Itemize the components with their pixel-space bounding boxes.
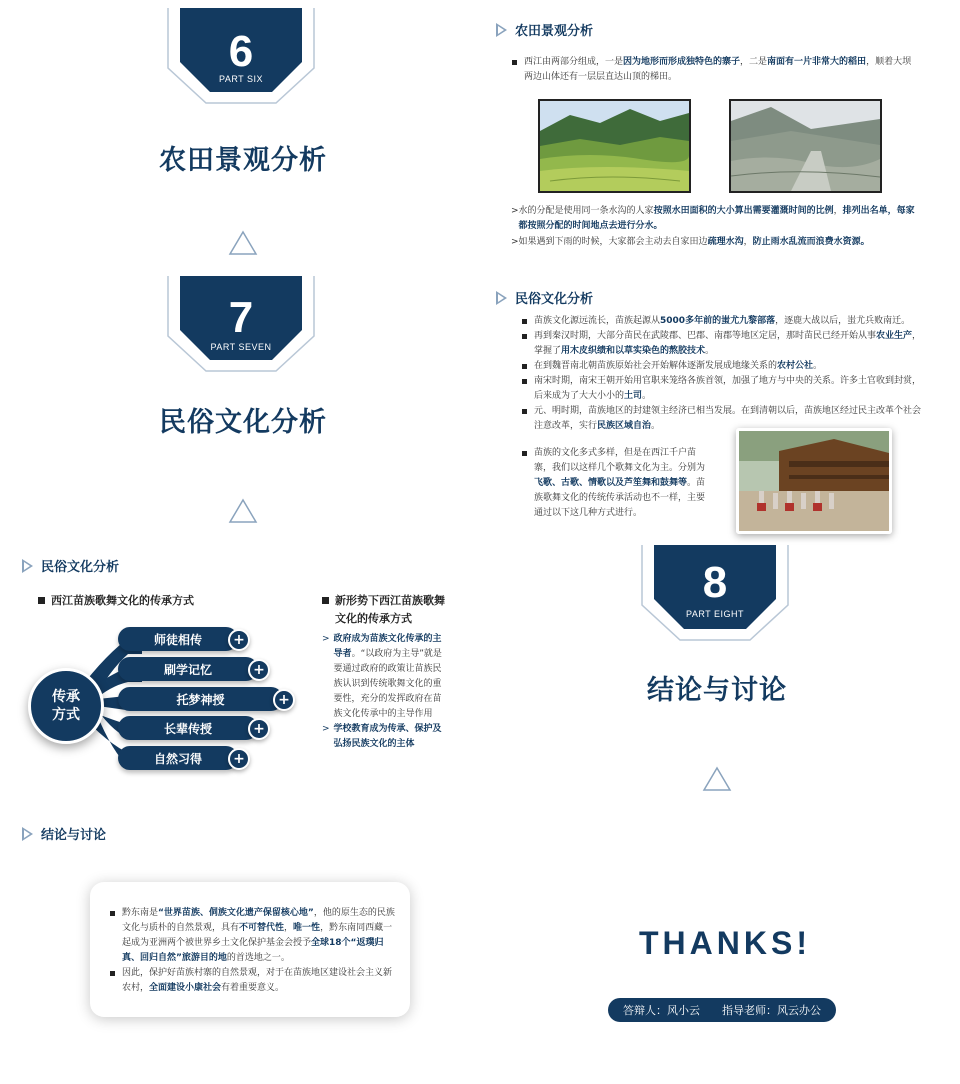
part-number: 7 [228, 293, 254, 342]
conclusion-bullet [110, 906, 398, 966]
branch-dream-gift: 托梦神授 [118, 687, 283, 711]
emphasis-text: 飞歌、古歌、情歌以及芦笙舞和鼓舞等 [534, 478, 688, 488]
body-text: 。 [651, 421, 661, 431]
emphasis-text: 南面有一片非常大的稻田 [767, 57, 867, 67]
emphasis-text: 全球18个“返璞归真、回归自然”旅游目的地 [122, 938, 384, 963]
body-text: 的首选地之一。 [226, 953, 290, 963]
body-text: 水的分配是使用同一条水沟的人家 [518, 206, 654, 216]
transmission-subheading: 西江苗族歌舞文化的传承方式 [38, 592, 194, 608]
play-triangle-icon [496, 291, 507, 305]
folk-bullet [522, 329, 922, 359]
body-text: 黔东南是 [122, 908, 159, 918]
body-text: ，逐鹿大战以后，蚩尤兵败南迁。 [775, 316, 911, 326]
body-text: ，二是 [740, 57, 768, 67]
section-heading-folk-2 [22, 556, 119, 575]
body-text: 有着重要意义。 [221, 983, 285, 993]
branch-natural-learning: 自然习得 [118, 746, 238, 770]
body-text: 苗族的文化多式多样，但是在西江千户苗寨，我们以这样几个歌舞文化为主。分别为 [534, 448, 706, 473]
part-eight-badge [640, 545, 770, 641]
advisor-label: 指导老师：风云办公 [722, 1004, 821, 1017]
new-situation-item: > 学校教育成为传承、保护及弘扬民族文化的主体 [322, 724, 442, 749]
body-text: ，掌握了 [534, 331, 922, 356]
emphasis-text: 土司 [624, 391, 643, 401]
emphasis-text: 用木皮织绩和以草实染色的熬胶技术 [561, 346, 706, 356]
body-text: ， [284, 923, 294, 933]
section-heading-folk [496, 288, 593, 307]
body-text: 。 [705, 346, 715, 356]
part-number: 8 [702, 558, 728, 607]
body-text: 如果遇到下雨的时候，大家都会主动去自家田边 [518, 237, 708, 247]
conclusion-bullets [110, 906, 398, 996]
village-dance-photo [736, 428, 892, 534]
body-text: 。 [813, 361, 823, 371]
section-heading-conclusion [22, 824, 106, 843]
body-text: 。“以政府为主导”就是要通过政府的政策让苗族民族认识到传统歌舞文化的重要性，充分的发挥政府在苗族文化传承中的主导作用 [333, 649, 442, 719]
body-text: 南宋时期，南宋王朝开始用官职来笼络各族首领，加强了地方与中央的关系。许多土官收到封赏，后来成为了大大小小的 [534, 376, 922, 401]
section-heading-text: 农田景观分析 [515, 24, 594, 39]
new-situation-item: > 政府成为苗族文化传承的主导者。“以政府为主导”就是要通过政府的政策让苗族民族认识到传统歌舞文化的重要性，充分的发挥政府在苗族文化传承中的主导作用 [322, 634, 442, 719]
triangle-icon [228, 498, 258, 524]
body-text: ，顺着大坝两边山体还有一层层直达山顶的梯田。 [524, 57, 912, 82]
transmission-center-circle: 传承 方式 [28, 668, 104, 744]
emphasis-text: 唯一性 [293, 923, 321, 933]
rice-terrace-photo [538, 99, 691, 193]
part-title: 结论与讨论 [647, 675, 787, 706]
emphasis-text: 学校教育成为传承、保护及弘扬民族文化的主体 [333, 724, 442, 749]
body-text: 西江由两部分组成，一是 [524, 57, 624, 67]
emphasis-text: 不可替代性 [239, 923, 285, 933]
plus-icon[interactable]: + [228, 629, 250, 651]
section-heading-farmland [496, 20, 593, 39]
body-text: ，黔东南同西藏一起成为亚洲两个被世界乡土文化保护基金会授予 [122, 923, 393, 948]
folk-bullet [522, 314, 922, 329]
emphasis-text: 排列出名单，每家都按照分配的时间地点去进行分水。 [518, 206, 915, 231]
plus-icon[interactable]: + [228, 748, 250, 770]
body-text: 因此，保护好苗族村寨的自然景观，对于在苗族地区建设社会主义新农村， [122, 968, 393, 993]
body-text: ， [743, 237, 753, 247]
section-heading-text: 民俗文化分析 [41, 560, 120, 575]
triangle-icon [702, 766, 732, 792]
part-title: 农田景观分析 [159, 145, 327, 176]
plus-icon[interactable]: + [248, 718, 270, 740]
part-title: 民俗文化分析 [159, 407, 327, 438]
play-triangle-icon [22, 559, 33, 573]
body-text: 元、明时期，苗族地区的封建领主经济已相当发展。在到清朝以后，苗族地区经过民主改革个社会注意改革，实行 [534, 406, 922, 431]
triangle-icon [228, 230, 258, 256]
emphasis-text: 民族区域自治 [597, 421, 652, 431]
body-text: 再到秦汉时期，大部分苗民在武陵郡、巴郡、南郡等地区定居，那时苗民已经开始从事 [534, 331, 877, 341]
emphasis-text: 农村公社 [777, 361, 814, 371]
emphasis-text: 全面建设小康社会 [149, 983, 222, 993]
branch-master-apprentice: 师徒相传 [118, 627, 238, 651]
farmland-note-2: > 如果遇到下雨的时候，大家都会主动去自家田边疏理水沟，防止雨水乱流而浪费水资源。 [511, 235, 921, 250]
part-label: PART SIX [218, 74, 264, 84]
emphasis-text: 按照水田面积的大小算出需要灌溉时间的比例 [653, 206, 834, 216]
part-number: 6 [228, 27, 254, 76]
farmland-note-1: > 水的分配是使用同一条水沟的人家按照水田面积的大小算出需要灌溉时间的比例，排列出名单，每家都按照分配的时间地点去进行分水。 [511, 204, 921, 234]
plus-icon[interactable]: + [273, 689, 295, 711]
section-heading-text: 民俗文化分析 [515, 292, 594, 307]
emphasis-text: 因为地形而形成独特色的寨子 [623, 57, 741, 67]
folk-bullet-song [522, 446, 710, 521]
farmland-intro [512, 55, 912, 85]
emphasis-text: 防止雨水乱流而浪费水资源。 [752, 237, 870, 247]
farmland-note-1-text [519, 204, 921, 234]
emphasis-text: 政府成为苗族文化传承的主导者 [333, 634, 442, 659]
part-label: PART EIGHT [685, 609, 744, 619]
new-situation-list [322, 632, 448, 752]
plus-icon[interactable]: + [248, 659, 270, 681]
body-text: 。 [642, 391, 652, 401]
folk-bullets [522, 314, 922, 434]
body-text: ，他的原生态的民族文化与质朴的自然景观，具有 [122, 908, 395, 933]
valley-terrace-photo [729, 99, 882, 193]
presenter-bar [608, 998, 836, 1022]
farmland-intro-text [524, 55, 912, 85]
conclusion-bullet [110, 966, 398, 996]
part-label: PART SEVEN [210, 342, 272, 352]
folk-bullet [522, 374, 922, 404]
play-triangle-icon [22, 827, 33, 841]
body-text: 。苗族歌舞文化的传统传承活动也不一样，主要通过以下这几种方式进行。 [534, 478, 706, 518]
section-heading-text: 结论与讨论 [41, 828, 107, 843]
play-triangle-icon [496, 23, 507, 37]
part-seven-badge [166, 276, 296, 372]
farmland-note-2-text [519, 235, 870, 250]
body-text: ， [833, 206, 843, 216]
emphasis-text: 5000多年前的蚩尤九黎部落 [660, 316, 776, 326]
part-six-badge [166, 8, 296, 104]
folk-bullet [522, 359, 922, 374]
emphasis-text: 疏理水沟 [707, 237, 744, 247]
emphasis-text: 农业生产 [876, 331, 913, 341]
emphasis-text: “世界苗族、侗族文化遗产保留核心地” [158, 908, 314, 918]
branch-elder-teaching: 长辈传授 [118, 716, 258, 740]
thanks-title: THANKS! [639, 925, 811, 961]
body-text: 苗族文化源远流长，苗族起源从 [534, 316, 661, 326]
branch-rote-memory: 刷学记忆 [118, 657, 258, 681]
body-text: 在到魏晋南北朝苗族原始社会开始解体逐渐发展成地缘关系的 [534, 361, 778, 371]
new-situation-title: 新形势下西江苗族歌舞文化的传承方式 [322, 592, 452, 628]
defender-label: 答辩人：风小云 [623, 1004, 700, 1017]
